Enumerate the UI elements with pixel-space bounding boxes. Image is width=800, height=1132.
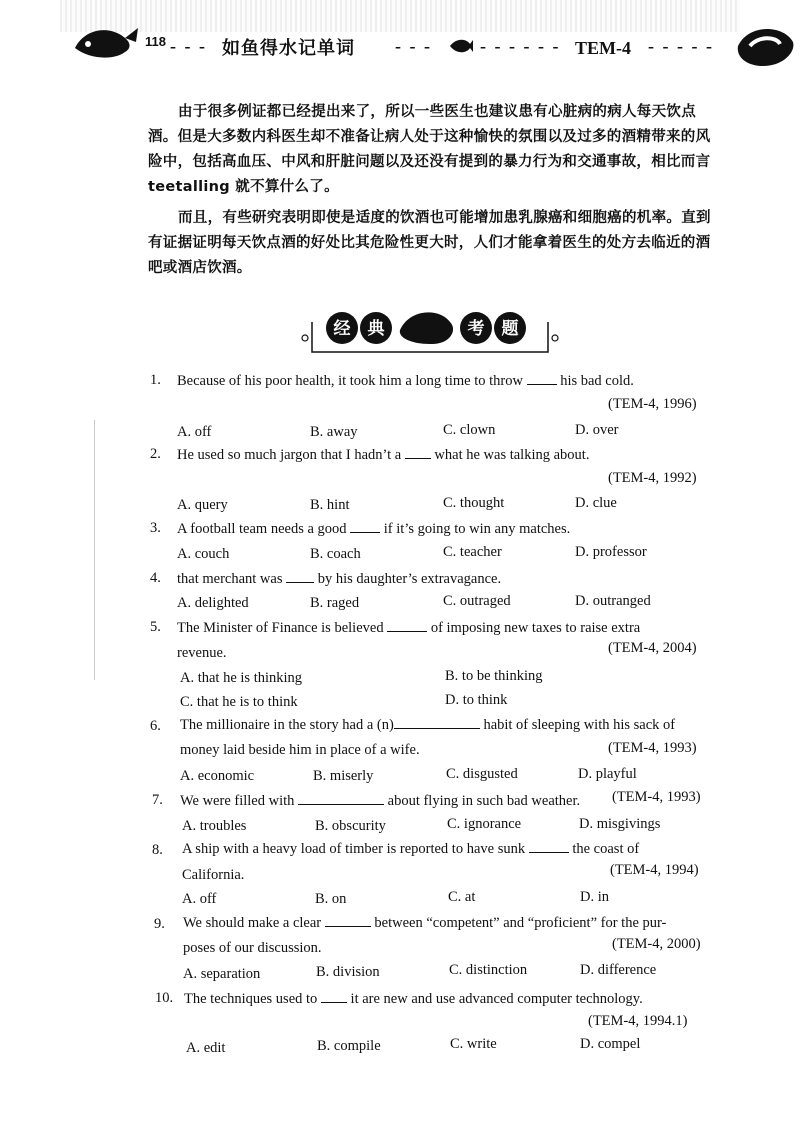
answer-option: A. edit — [186, 1040, 226, 1056]
page-header — [0, 0, 800, 75]
answer-option: C. disgusted — [446, 766, 518, 782]
answer-option: D. in — [580, 889, 609, 905]
banner-char: 题 — [501, 319, 519, 339]
answer-option: B. away — [310, 424, 358, 440]
book-title: 如鱼得水记单词 — [222, 38, 355, 59]
question-source: (TEM-4, 2004) — [608, 640, 697, 656]
answer-option: C. distinction — [449, 962, 528, 978]
question-number: 8. — [152, 842, 163, 858]
question-text: The millionaire in the story had a (n) habit of sleeping with his sack of — [180, 717, 676, 733]
question-text-continued: California. — [182, 867, 245, 883]
answer-option: D. professor — [575, 544, 647, 560]
banner-char: 经 — [333, 319, 351, 339]
question-source: (TEM-4, 1994) — [610, 862, 699, 878]
answer-option: A. delighted — [177, 595, 249, 611]
answer-option: B. compile — [317, 1038, 381, 1054]
question-text-continued: money laid beside him in place of a wife. — [180, 742, 420, 758]
answer-option: B. hint — [310, 497, 350, 513]
question-text: The techniques used to it are new and use advanced computer technology. — [184, 991, 643, 1007]
answer-option: D. over — [575, 422, 619, 438]
answer-option: C. at — [448, 889, 476, 905]
question-source: (TEM-4, 1994.1) — [588, 1013, 688, 1029]
question-source: (TEM-4, 1996) — [608, 396, 697, 412]
exam-tag: TEM-4 — [575, 38, 631, 58]
answer-option: A. separation — [183, 966, 261, 982]
question-text: The Minister of Finance is believed of imposing new taxes to raise extra — [177, 620, 641, 636]
answer-option: D. clue — [575, 495, 617, 511]
answer-option: C. teacher — [443, 544, 502, 560]
answer-option: B. coach — [310, 546, 361, 562]
question-number: 7. — [152, 792, 163, 808]
banner-char: 考 — [467, 319, 485, 339]
passage-paragraph: 由于很多例证都已经提出来了，所以一些医生也建议患有心脏病的病人每天饮点酒。但是大多数内科医生却不准备让病人处于这种愉快的氛围以及过多的酒精带来的风险中，包括高血压、中风和肝脏问题以及还没有提到的暴力行为和交通事故，相比而言 teetalling 就不算什么了。 — [148, 104, 711, 195]
header-dashes: - - - — [395, 36, 432, 56]
answer-option: D. outranged — [575, 593, 651, 609]
header-texture — [60, 0, 740, 32]
header-dashes: - - - — [170, 36, 207, 56]
question-number: 9. — [154, 916, 165, 932]
answer-option: A. that he is thinking — [180, 670, 303, 686]
answer-option: A. economic — [180, 768, 255, 784]
answer-option: D. to think — [445, 692, 508, 708]
question-number: 3. — [150, 520, 161, 536]
answer-option: A. off — [182, 891, 217, 907]
header-dashes: - - - - - - — [480, 36, 561, 56]
fish-logo-icon — [70, 20, 140, 65]
answer-option: B. obscurity — [315, 818, 386, 834]
answer-option: A. off — [177, 424, 212, 440]
answer-option: C. thought — [443, 495, 505, 511]
fish-logo-icon — [728, 22, 798, 70]
answer-option: B. division — [316, 964, 380, 980]
answer-option: D. compel — [580, 1036, 641, 1052]
question-number: 4. — [150, 570, 161, 586]
question-number: 10. — [155, 990, 174, 1006]
answer-option: D. misgivings — [579, 816, 661, 832]
question-number: 5. — [150, 619, 161, 635]
question-text: Because of his poor health, it took him a long time to throw his bad cold. — [177, 373, 634, 389]
question-source: (TEM-4, 1993) — [608, 740, 697, 756]
question-text: that merchant was by his daughter’s extravagance. — [177, 571, 502, 587]
answer-option: C. outraged — [443, 593, 511, 609]
question-text: He used so much jargon that I hadn’t a what he was talking about. — [177, 447, 590, 463]
answer-option: C. clown — [443, 422, 496, 438]
answer-option: D. difference — [580, 962, 657, 978]
question-number: 1. — [150, 372, 161, 388]
margin-line — [94, 420, 95, 680]
passage-paragraph: 而且，有些研究表明即使是适度的饮酒也可能增加患乳腺癌和细胞癌的机率。直到有证据证明每天饮点酒的好处比其危险性更大时，人们才能拿着医生的处方去临近的酒吧或酒店饮酒。 — [148, 210, 711, 276]
header-dashes: - - - - - — [648, 36, 714, 56]
question-source: (TEM-4, 1993) — [612, 789, 701, 805]
question-text-continued: revenue. — [177, 645, 227, 661]
answer-option: B. to be thinking — [445, 668, 543, 684]
answer-option: B. miserly — [313, 768, 374, 784]
answer-option: A. query — [177, 497, 228, 513]
answer-option: D. playful — [578, 766, 637, 782]
answer-option: C. write — [450, 1036, 497, 1052]
answer-option: B. raged — [310, 595, 360, 611]
question-text: A ship with a heavy load of timber is reported to have sunk the coast of — [182, 841, 640, 857]
answer-option: B. on — [315, 891, 347, 907]
question-source: (TEM-4, 2000) — [612, 936, 701, 952]
question-source: (TEM-4, 1992) — [608, 470, 697, 486]
answer-option: C. ignorance — [447, 816, 522, 832]
banner-char: 典 — [367, 319, 385, 339]
question-text: We were filled with about flying in such bad weather. — [180, 793, 581, 809]
chinese-passage — [148, 100, 718, 281]
question-text: A football team needs a good if it’s going to win any matches. — [177, 521, 571, 537]
classic-questions-banner — [300, 300, 560, 355]
small-fish-icon — [448, 36, 474, 56]
question-text: We should make a clear between “competent” and “proficient” for the pur- — [183, 915, 667, 931]
question-number: 6. — [150, 718, 161, 734]
answer-option: C. that he is to think — [180, 694, 298, 710]
question-number: 2. — [150, 446, 161, 462]
page-number: 118 — [145, 34, 166, 49]
answer-option: A. couch — [177, 546, 230, 562]
answer-option: A. troubles — [182, 818, 247, 834]
question-text-continued: poses of our discussion. — [183, 940, 322, 956]
